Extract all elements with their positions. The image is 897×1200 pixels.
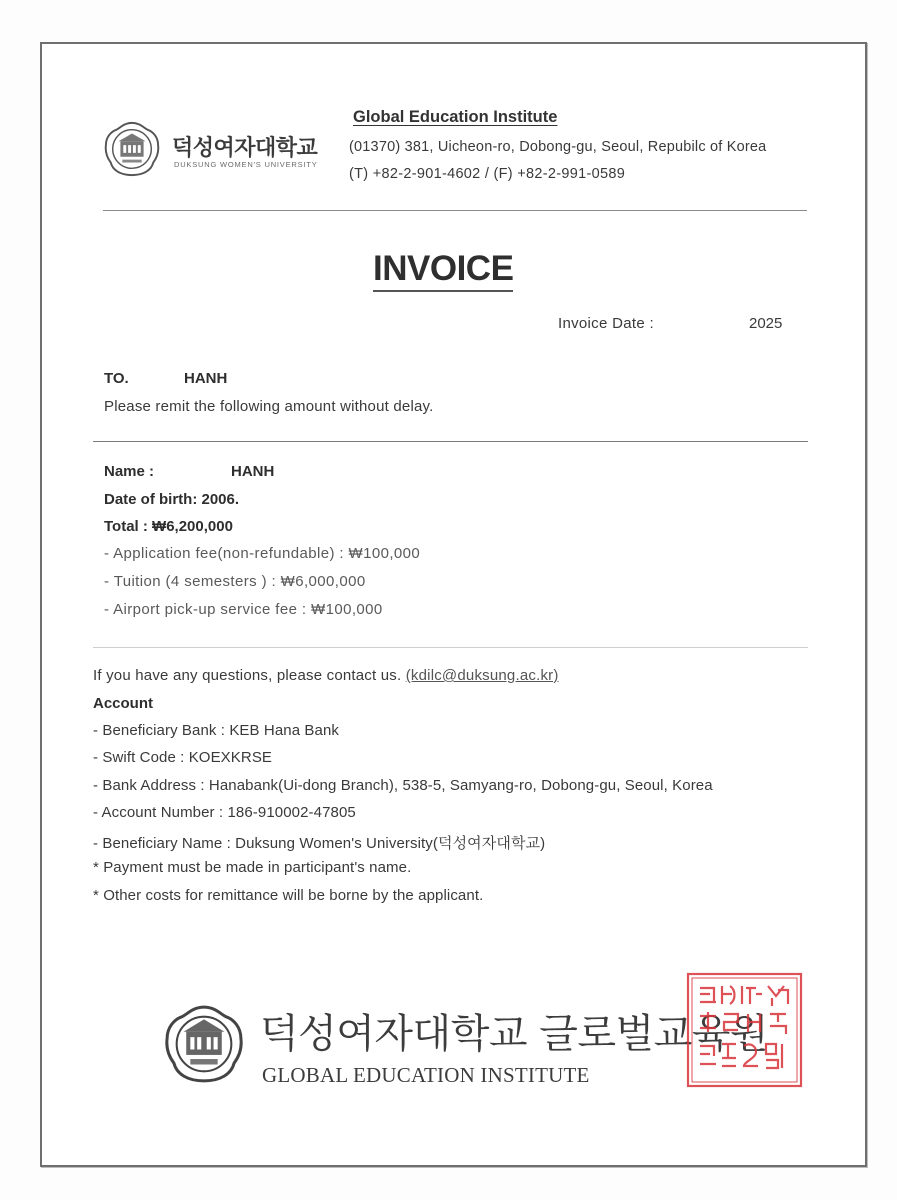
- account-heading: Account: [93, 695, 153, 712]
- university-emblem-icon: [163, 1003, 245, 1085]
- total-amount: Total : ₩6,200,000: [104, 518, 233, 535]
- account-bank-address: - Bank Address : Hanabank(Ui-dong Branch), 538-5, Samyang-ro, Dobong-gu, Seoul, Korea: [93, 777, 713, 794]
- official-red-seal-icon: [686, 972, 803, 1088]
- institute-phone-fax: (T) +82-2-901-4602 / (F) +82-2-991-0589: [349, 166, 626, 182]
- contact-text: If you have any questions, please contact us.: [93, 667, 406, 684]
- student-name-label: Name :: [104, 463, 155, 480]
- date-of-birth: Date of birth: 2006.: [104, 491, 240, 508]
- recipient-name: HANH: [184, 370, 228, 387]
- account-beneficiary-name: - Beneficiary Name : Duksung Women's University(덕성여자대학교): [93, 835, 546, 852]
- fee-item-airport-pickup: - Airport pick-up service fee : ₩100,000: [104, 601, 383, 618]
- account-swift-code: - Swift Code : KOEXKRSE: [93, 749, 273, 766]
- remittance-cost-note: * Other costs for remittance will be borne by the applicant.: [93, 887, 484, 904]
- institute-title: Global Education Institute: [353, 108, 558, 126]
- account-beneficiary-bank: - Beneficiary Bank : KEB Hana Bank: [93, 722, 340, 739]
- details-divider: [93, 647, 808, 648]
- header-divider: [103, 210, 807, 211]
- payment-note: * Payment must be made in participant's name.: [93, 859, 412, 876]
- contact-email-link[interactable]: (kdilc@duksung.ac.kr): [405, 667, 559, 684]
- institute-address: (01370) 381, Uicheon-ro, Dobong-gu, Seoul, Repubilc of Korea: [349, 139, 767, 155]
- account-number: - Account Number : 186-910002-47805: [93, 804, 356, 821]
- invoice-date-label: Invoice Date :: [558, 315, 654, 332]
- invoice-title: INVOICE: [373, 248, 513, 292]
- university-name-english: DUKSUNG WOMEN'S UNIVERSITY: [174, 160, 318, 169]
- footer-name-english: GLOBAL EDUCATION INSTITUTE: [262, 1063, 590, 1087]
- invoice-date-value: 2025: [749, 315, 783, 332]
- fee-item-application: - Application fee(non-refundable) : ₩100,000: [104, 545, 421, 562]
- footer-name-korean: 덕성여자대학교 글로벌교육원: [260, 1011, 769, 1057]
- student-name-row: [104, 463, 275, 480]
- contact-note: [93, 667, 559, 684]
- recipient-label: TO.: [104, 370, 129, 387]
- fee-item-tuition: - Tuition (4 semesters ) : ₩6,000,000: [104, 573, 366, 590]
- university-emblem-icon: [103, 120, 161, 178]
- remit-note: Please remit the following amount without delay.: [104, 398, 434, 415]
- university-name-korean: 덕성여자대학교: [172, 136, 318, 161]
- student-name-value: HANH: [231, 463, 275, 480]
- recipient-divider: [93, 441, 808, 442]
